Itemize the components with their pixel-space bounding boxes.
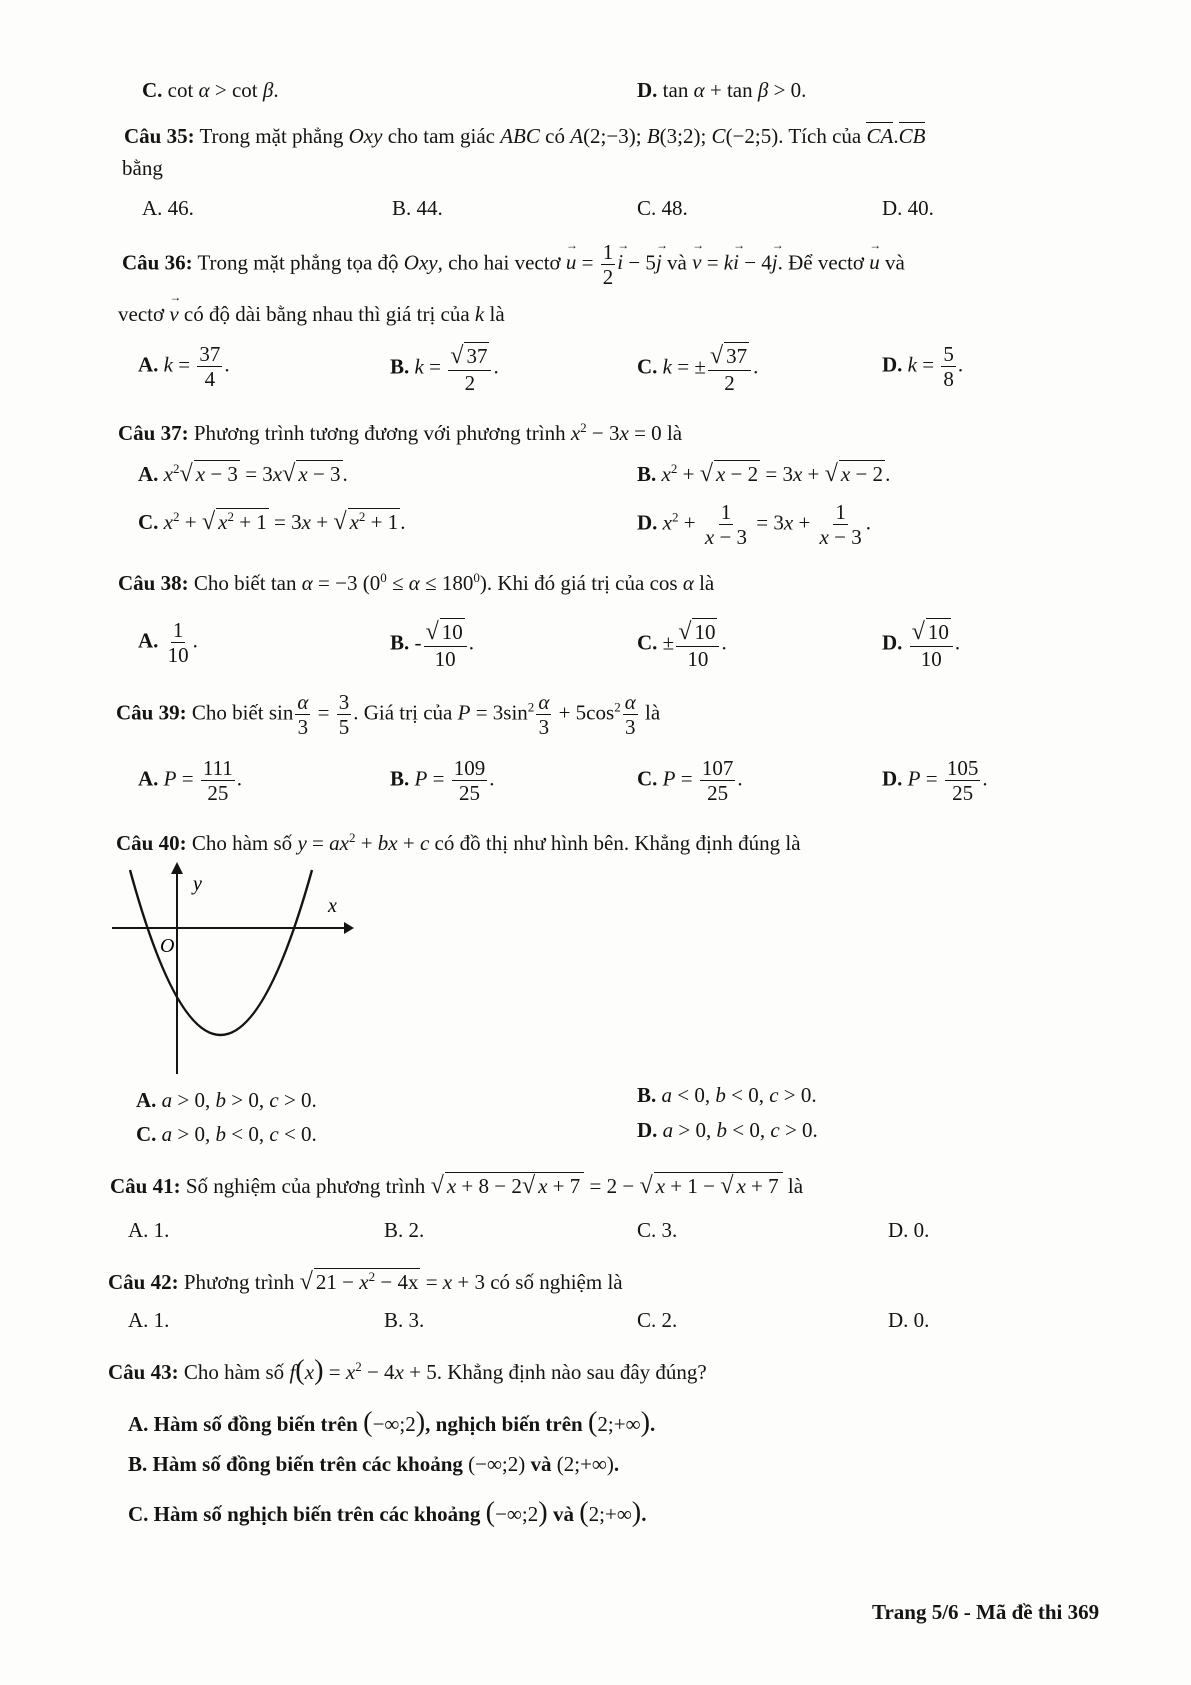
q42-option-a: A. 1.	[128, 1308, 170, 1332]
q39-option-a: A. P = $\frac{111}{25}$ .	[138, 756, 243, 806]
q36-option-b: B. k = $\frac{√ 37}{2}$ .	[390, 342, 499, 395]
option-label: C.	[142, 78, 163, 102]
q40-stem: Câu 40: Cho hàm số $y = ax^2$ + bx + c có đồ thị như hình bên. Khẳng định đúng là	[116, 830, 801, 855]
option-label: C.	[637, 354, 658, 379]
q39-option-d: D. P = $\frac{105}{25}$ .	[882, 756, 988, 806]
question-text: vectơ	[118, 302, 165, 326]
q35-option-d: D. 40.	[882, 196, 934, 220]
question-text: có độ dài bằng nhau thì giá trị của	[183, 302, 470, 326]
y-axis-label: y	[193, 873, 202, 895]
option-text: B. Hàm số đồng biến trên các khoảng	[128, 1452, 463, 1476]
q40-option-b: B. a < 0, b < 0, c > 0.	[637, 1083, 817, 1107]
q42-option-c: C. 2.	[637, 1308, 678, 1332]
question-text: . Tích của	[778, 124, 862, 148]
option-text: và	[552, 1502, 574, 1526]
q41-option-b: B. 2.	[384, 1218, 425, 1242]
option-label: B.	[637, 1083, 657, 1107]
question-text: . Khi đó giá trị của	[486, 571, 645, 595]
option-label: C.	[136, 1122, 157, 1146]
q34-option-c: C. cot α > cot β.	[142, 78, 279, 102]
question-text: Phương trình	[183, 1270, 295, 1294]
q41-option-a: A. 1.	[128, 1218, 170, 1242]
q36-option-a: A. k = $\frac{37}{4}$ .	[138, 342, 230, 392]
q37-option-b: B. $x^2$ + √ x − 2 = 3x + √ x − 2.	[637, 460, 891, 487]
option-label: B.	[637, 462, 657, 486]
q37-option-c: C. $x^2$ + √ $x^2 + 1 = 3x$ + √ $x^2 + 1$.	[138, 508, 406, 535]
question-text: có đồ thị như hình bên. Khẳng định đúng là	[434, 831, 801, 855]
q42-stem: Câu 42: Phương trình √ $21 - x^2 - 4x = x + 3$ có số nghiệm là	[108, 1268, 623, 1295]
q35-option-a: A. 46.	[142, 196, 194, 220]
option-text: , nghịch biến trên	[425, 1412, 583, 1436]
option-label: A.	[138, 628, 159, 653]
option-label: B.	[390, 354, 410, 379]
q34-option-d: D. tan α + tan β > 0.	[637, 78, 807, 102]
question-label: Câu 39:	[116, 700, 187, 725]
x-axis-arrow	[344, 922, 354, 934]
q37-option-d: D. $x^2$ + $\frac{1}{x - 3}$ = 3x + $\frac{1}{x - 3}$ .	[637, 500, 871, 550]
q39-option-b: B. P = $\frac{109}{25}$ .	[390, 756, 495, 806]
question-label: Câu 43:	[108, 1360, 179, 1384]
question-text: . Khẳng định nào sau đây đúng?	[436, 1360, 707, 1384]
question-text: . Để vectơ	[777, 250, 864, 275]
q38-option-c: C. ± $\frac{√ 10}{10}$ .	[637, 618, 727, 671]
origin-label: O	[160, 935, 175, 957]
option-label: D.	[882, 630, 903, 655]
question-label: Câu 38:	[118, 571, 189, 595]
question-text: Phương trình tương đương với phương trình	[193, 421, 566, 445]
q43-option-b: B. Hàm số đồng biến trên các khoảng (−∞;2) và (2;+∞).	[128, 1452, 620, 1476]
question-text: và	[667, 250, 687, 275]
x-axis-label: x	[328, 895, 337, 917]
question-text: Trong mặt phẳng	[199, 124, 344, 148]
option-label: C.	[138, 510, 159, 534]
q36-stem: Câu 36: Trong mặt phẳng tọa độ Oxy, cho hai vectơ → u = $\frac{1}{2}$ → i − 5→ j và → v = k→ i − 4→ j. Để vectơ → u và	[122, 240, 905, 289]
option-label: A.	[138, 352, 159, 377]
q40-option-d: D. a > 0, b < 0, c > 0.	[637, 1118, 818, 1142]
option-label: A.	[136, 1088, 157, 1112]
question-text: và	[884, 250, 905, 275]
q35-stem: Câu 35: Trong mặt phẳng Oxy cho tam giác ABC có A(2;−3); B(3;2); C(−2;5). Tích của CA.CB	[124, 124, 926, 148]
y-axis-arrow	[171, 862, 183, 874]
option-label: D.	[637, 1118, 658, 1142]
q38-option-a: A. $\frac{1}{10}$ .	[138, 618, 198, 668]
question-text: Cho biết	[191, 700, 264, 725]
option-text: A. Hàm số đồng biến trên	[128, 1412, 358, 1436]
q41-option-c: C. 3.	[637, 1218, 678, 1242]
question-text: có số nghiệm là	[490, 1270, 623, 1294]
question-text: Trong mặt phẳng tọa độ	[197, 250, 399, 275]
q42-option-b: B. 3.	[384, 1308, 425, 1332]
option-label: D.	[882, 766, 903, 791]
q41-option-d: D. 0.	[888, 1218, 930, 1242]
question-text: là	[699, 571, 715, 595]
question-text: là	[787, 1174, 804, 1198]
q43-stem: Câu 43: Cho hàm số $f(x) = x^2 - 4x + 5$. Khẳng định nào sau đây đúng?	[108, 1355, 707, 1386]
q40-option-a: A. a > 0, b > 0, c > 0.	[136, 1088, 317, 1112]
q39-option-c: C. P = $\frac{107}{25}$ .	[637, 756, 743, 806]
q39-stem: Câu 39: Cho biết sin $\frac{\alpha}{3}$ = $\frac{3}{5}$ . Giá trị của $P = 3\sin^2$ $\frac{\alpha}{3}$ + $5\cos^2$ $\frac{\alpha}{3}$ là	[116, 690, 661, 740]
question-text: là	[644, 700, 661, 725]
option-label: C.	[637, 630, 658, 655]
question-text: là	[489, 302, 505, 326]
q35-option-c: C. 48.	[637, 196, 688, 220]
question-text: Số nghiệm của phương trình	[185, 1174, 426, 1198]
q37-stem: Câu 37: Phương trình tương đương với phương trình $x^2 - 3x = 0$ là	[118, 420, 683, 445]
question-text: là	[666, 421, 683, 445]
option-label: A.	[138, 462, 159, 486]
q43-option-c: C. Hàm số nghịch biến trên các khoảng (−∞;2) và (2;+∞).	[128, 1497, 647, 1528]
question-label: Câu 41:	[110, 1174, 181, 1198]
question-text: , cho hai vectơ	[437, 250, 561, 275]
option-label: D.	[637, 510, 658, 535]
q36-option-c: C. k = ± $\frac{√ 37}{2}$ .	[637, 342, 759, 395]
q36-option-d: D. k = $\frac{5}{8}$ .	[882, 342, 964, 392]
q40-option-c: C. a > 0, b < 0, c < 0.	[136, 1122, 317, 1146]
question-text: . Giá trị của	[353, 700, 453, 725]
question-label: Câu 37:	[118, 421, 189, 445]
parabola-curve	[130, 870, 312, 1035]
question-text: bằng	[122, 156, 163, 180]
question-text: có	[545, 124, 565, 148]
question-text: Cho biết	[193, 571, 266, 595]
page-footer: Trang 5/6 - Mã đề thi 369	[872, 1600, 1100, 1624]
option-label: B.	[390, 630, 410, 655]
option-label: C.	[637, 766, 658, 791]
option-label: A.	[138, 766, 159, 791]
q35-option-b: B. 44.	[392, 196, 443, 220]
question-text: cho tam giác	[387, 124, 495, 148]
q38-option-b: B. - $\frac{√ 10}{10}$ .	[390, 618, 475, 671]
question-label: Câu 40:	[116, 831, 187, 855]
option-text: C. Hàm số nghịch biến trên các khoảng	[128, 1502, 481, 1526]
question-text: Cho hàm số	[191, 831, 293, 855]
option-label: D.	[637, 78, 658, 102]
q43-option-a: A. Hàm số đồng biến trên (−∞;2), nghịch biến trên (2;+∞).	[128, 1407, 656, 1438]
question-text: Cho hàm số	[183, 1360, 285, 1384]
q41-stem: Câu 41: Số nghiệm của phương trình √ x + 8 − 2√ x + 7 = 2 − √ x + 1 − √ x + 7 là	[110, 1172, 804, 1199]
q42-option-d: D. 0.	[888, 1308, 930, 1332]
q38-option-d: D. $\frac{√ 10}{10}$ .	[882, 618, 961, 671]
question-label: Câu 36:	[122, 250, 193, 275]
option-label: B.	[390, 766, 410, 791]
q38-stem: Câu 38: Cho biết tan α = −3 $(0^0 \le \alpha \le 180^0)$. Khi đó giá trị của cos α là	[118, 570, 715, 595]
question-label: Câu 35:	[124, 124, 195, 148]
parabola-graph	[108, 860, 358, 1080]
q37-option-a: A. $x^2√$ x − 3 = 3x√ x − 3.	[138, 460, 348, 487]
question-label: Câu 42:	[108, 1270, 179, 1294]
q36-stem-line2: vectơ → v có độ dài bằng nhau thì giá trị của k là	[118, 302, 505, 327]
option-label: D.	[882, 352, 903, 377]
option-text: và	[530, 1452, 552, 1476]
